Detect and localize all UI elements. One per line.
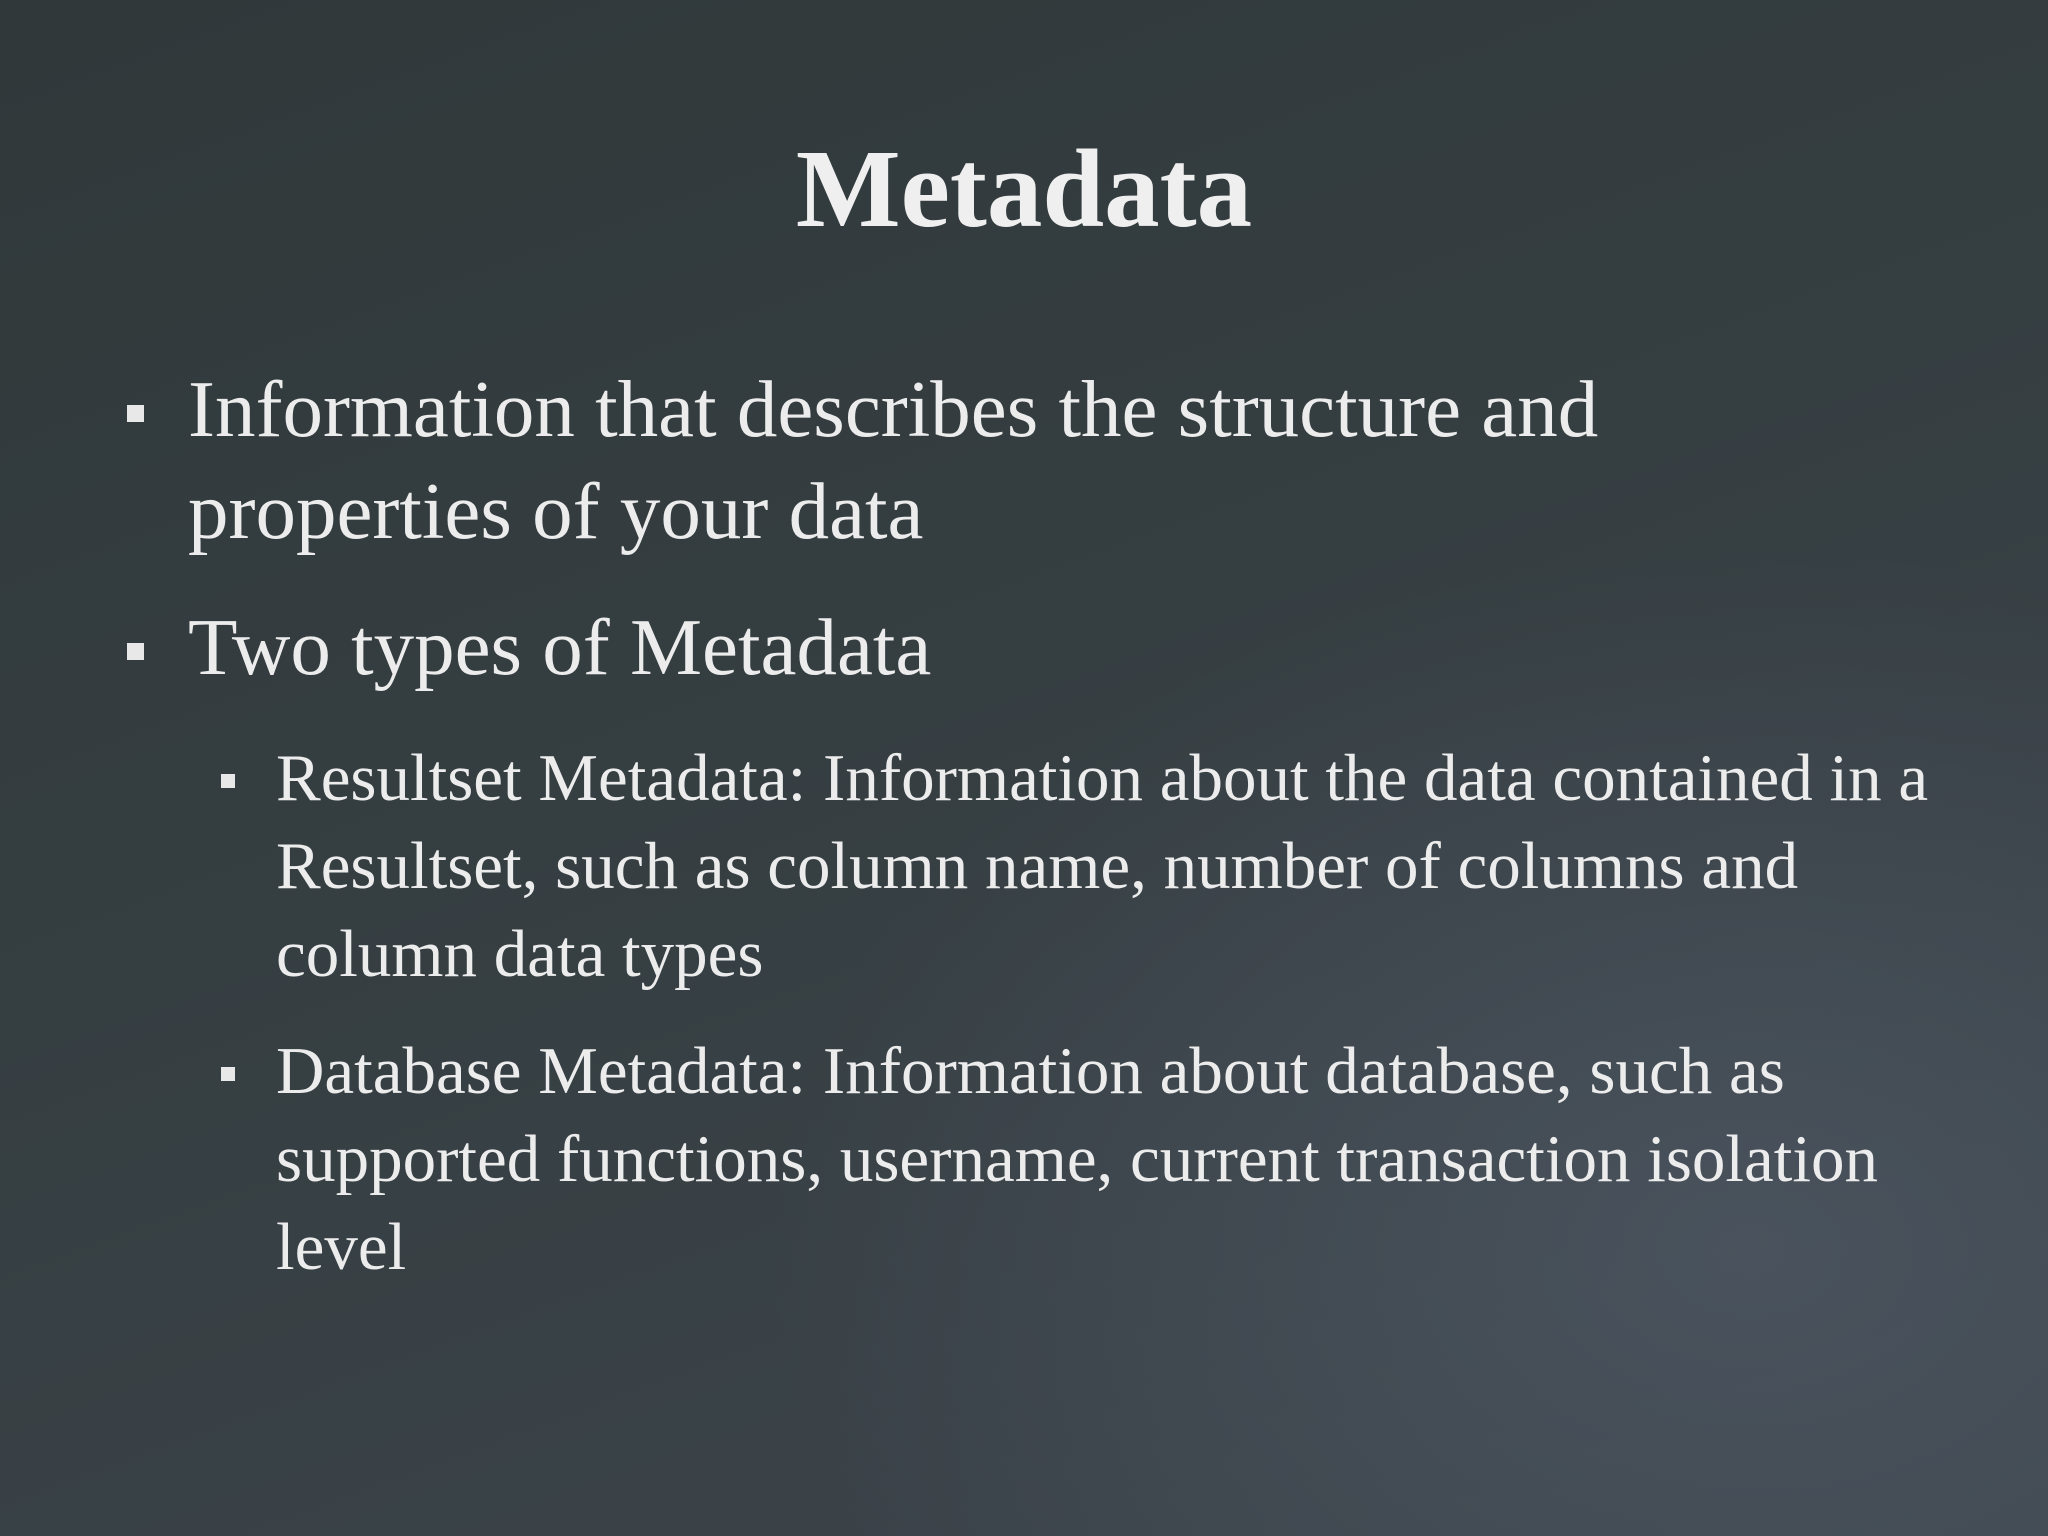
sub-bullet-item — [276, 734, 1996, 998]
sub-bullet-item — [276, 1027, 1996, 1291]
bullet-text: Information that describes the structure and properties of your data — [188, 364, 1599, 556]
square-bullet-icon — [221, 774, 235, 788]
square-bullet-icon — [127, 643, 144, 660]
bullet-item — [188, 596, 1748, 698]
slide-title: Metadata — [795, 128, 1253, 251]
square-bullet-icon — [221, 1067, 235, 1081]
sub-bullet-text: Resultset Metadata: Information about the data contained in a Resultset, such as column name, number of columns and column data types — [276, 741, 1929, 991]
bullet-item — [188, 358, 1748, 562]
sub-bullet-text: Database Metadata: Information about database, such as supported functions, username, current transaction isolation level — [276, 1034, 1878, 1284]
bullet-text: Two types of Metadata — [188, 602, 932, 692]
square-bullet-icon — [127, 405, 144, 422]
